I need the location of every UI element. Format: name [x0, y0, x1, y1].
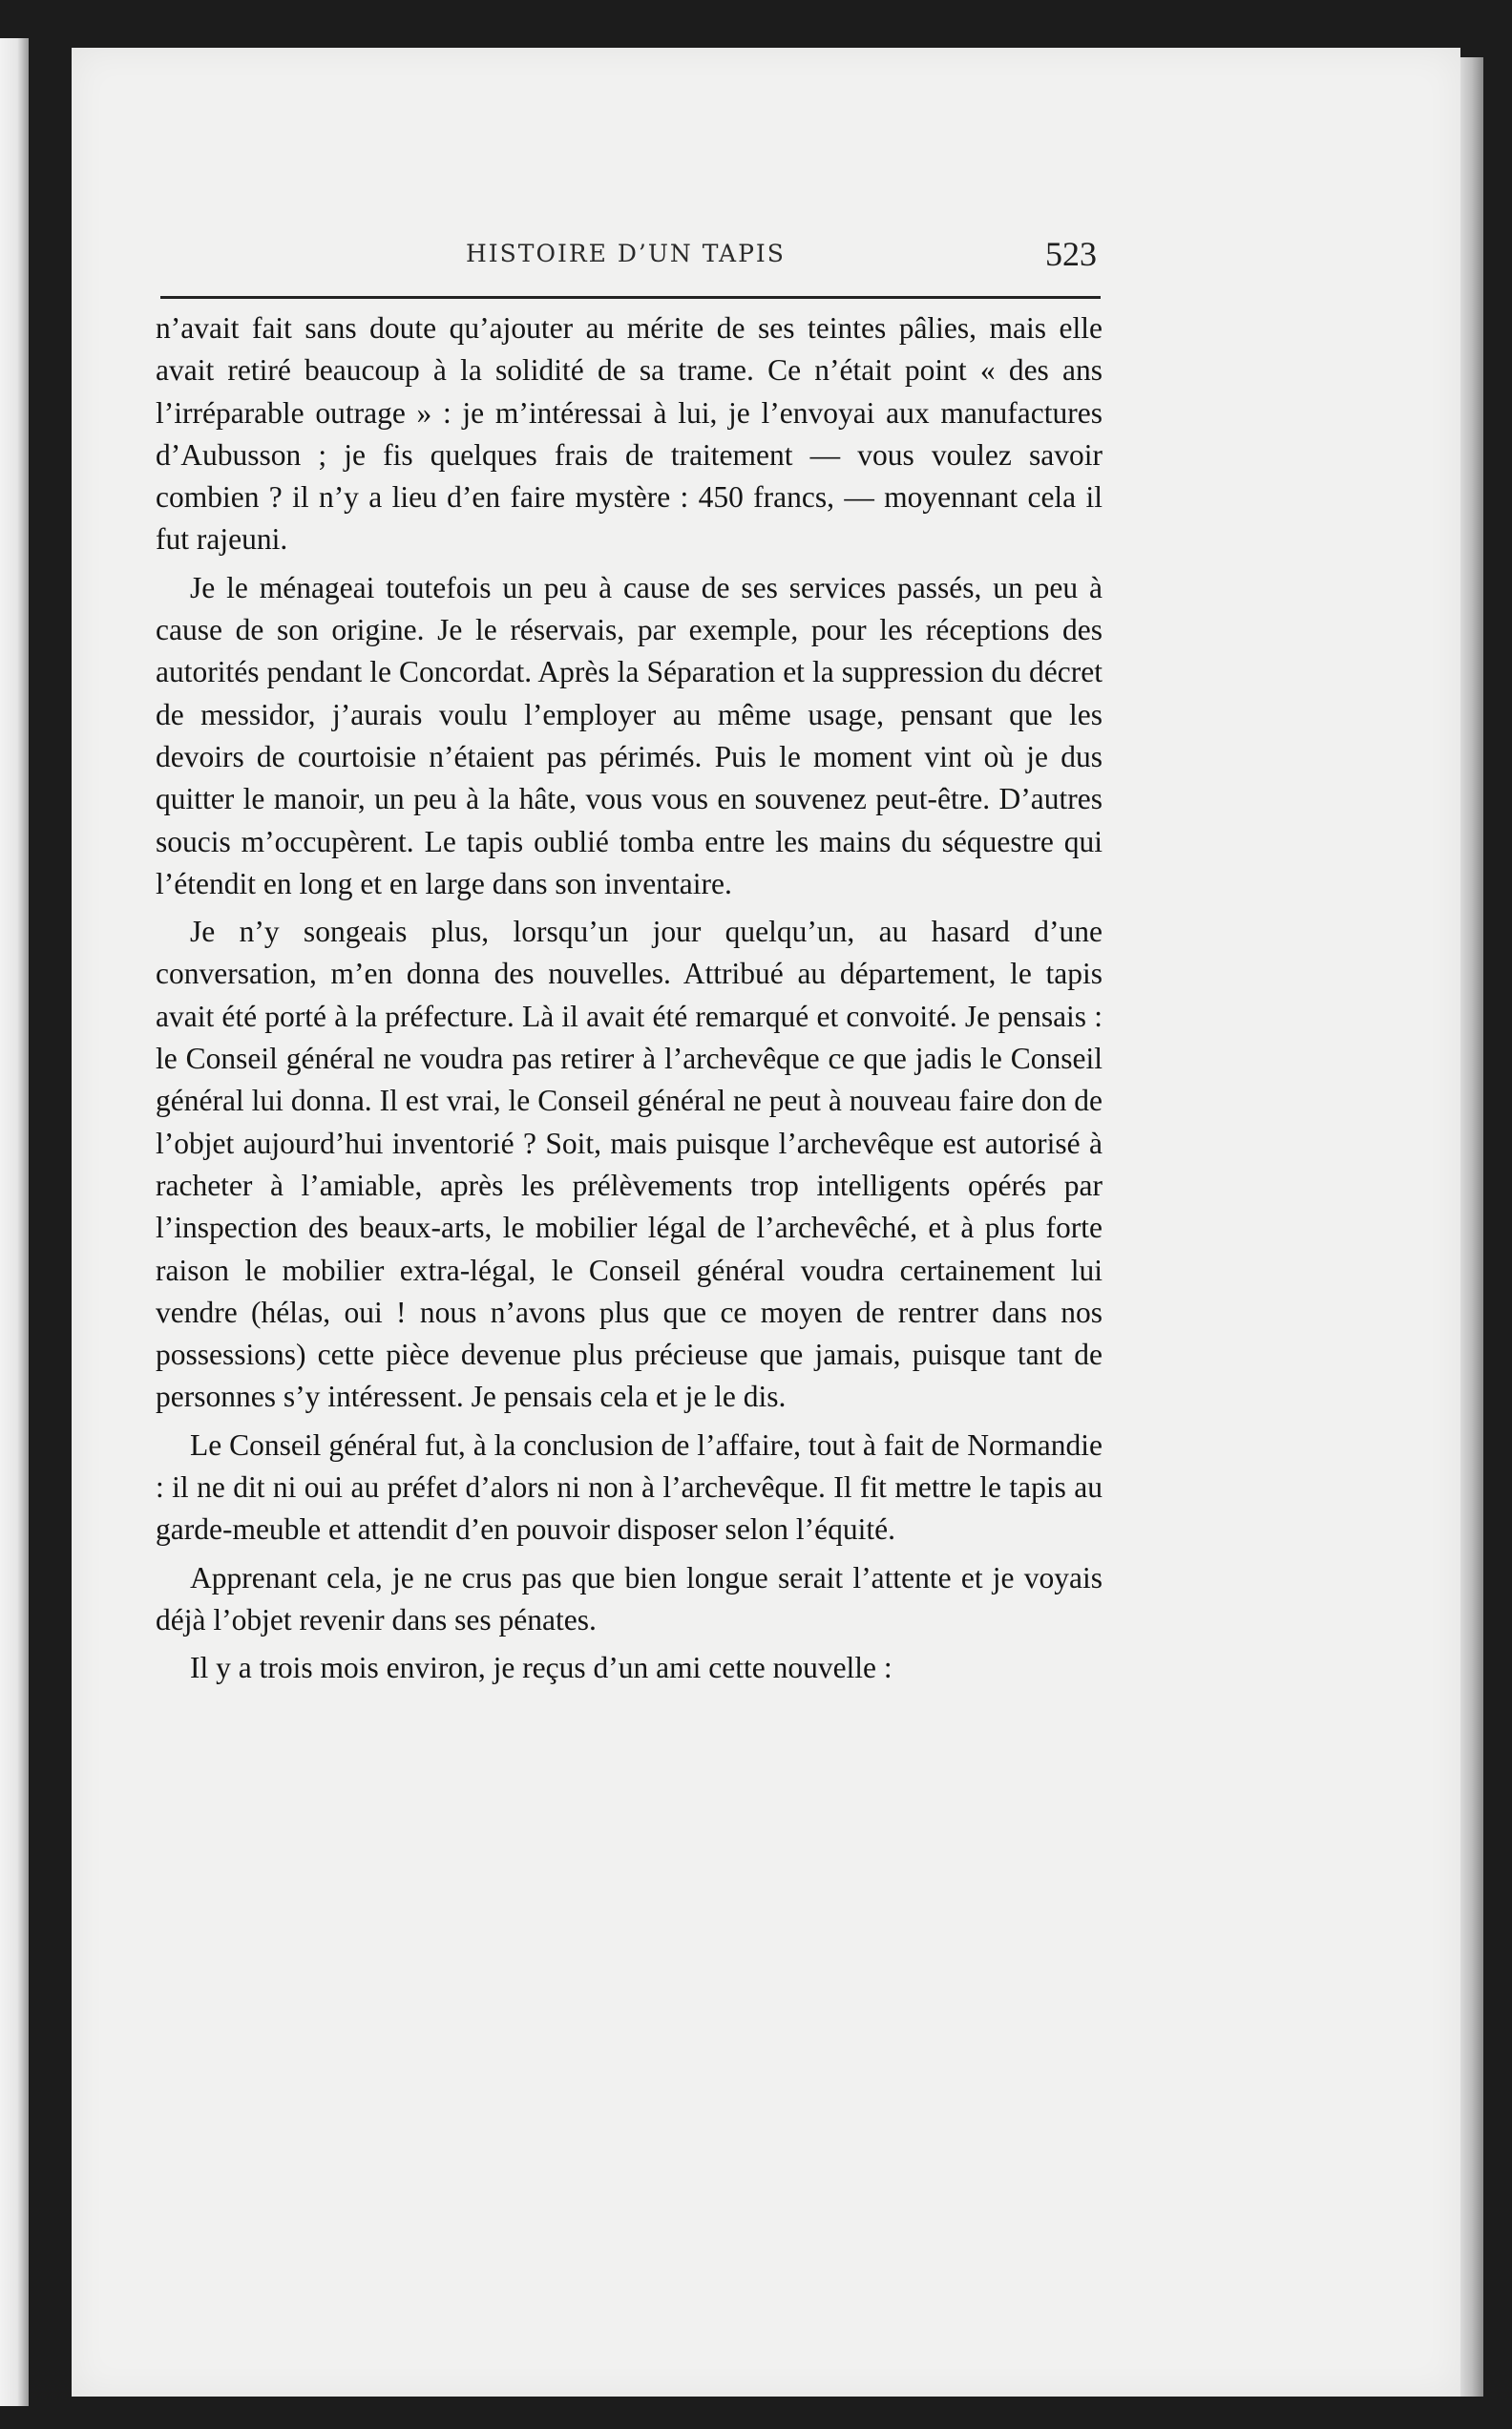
paragraph: Apprenant cela, je ne crus pas que bien longue serait l’attente et je voyais déjà l’objet revenir dans ses pénates.: [156, 1560, 1102, 1637]
paragraph: Je n’y songeais plus, lorsqu’un jour quelqu’un, au hasard d’une conversation, m’en donna des nouvelles. Attribué au département, le tapis avait été porté à la préfecture. Là il avait été remarqué et convoité. Je pensais : le Conseil général ne voudra pas retirer à l’archevêque ce que jadis le Conseil général lui donna. Il est vrai, le Conseil général ne peut à nouveau faire don de l’objet aujourd’hui inventorié ? Soit, mais puisque l’archevêque est autorisé à racheter à l’amiable, après les prélèvements trop intelligents opérés par l’inspection des beaux-arts, le mobilier légal de l’archevêché, et à plus forte raison le mobilier extra-légal, le Conseil général voudra certainement lui vendre (hélas, oui ! nous n’avons plus que ce moyen de rentrer dans nos possessions) cette pièce devenue plus précieuse que jamais, puisque tant de personnes s’y intéressent. Je pensais cela et je le dis.: [156, 915, 1102, 1414]
paragraph: Je le ménageai toutefois un peu à cause de ses services passés, un peu à cause de son origine. Je le réservais, par exemple, pour les réceptions des autorités pendant le Concordat. Après la Séparation et la suppression du décret de messidor, j’aurais voulu l’employer au même usage, pensant que les devoirs de courtoisie n’étaient pas périmés. Puis le moment vint où je dus quitter le manoir, un peu à la hâte, vous vous en souvenez peut-être. D’autres soucis m’occupèrent. Le tapis oublié tomba entre les mains du séquestre qui l’étendit en long et en large dans son inventaire.: [156, 570, 1102, 900]
facing-page-edge: [0, 38, 29, 2406]
paragraph: Il y a trois mois environ, je reçus d’un ami cette nouvelle :: [190, 1651, 892, 1685]
paragraph: Le Conseil général fut, à la conclusion de l’affaire, tout à fait de Normandie : il ne dit ni oui au préfet d’alors ni non à l’archevêque. Il fit mettre le tapis au garde-meuble et attendit d’en pouvoir disposer selon l’équité.: [156, 1427, 1102, 1547]
running-title: HISTOIRE D’UN TAPIS: [466, 240, 786, 267]
running-header: [160, 235, 1101, 299]
page-stack-edge: [1460, 57, 1483, 2397]
paragraph: n’avait fait sans doute qu’ajouter au mérite de ses teintes pâlies, mais elle avait retiré beaucoup à la solidité de sa trame. Ce n’était point « des ans l’irréparable outrage » : je m’intéressai à lui, je l’envoyai aux manufactures d’Aubusson ; je fis quelques frais de traitement — vous voulez savoir combien ? il n’y a lieu d’en faire mystère : 450 francs, — moyennant cela il fut rajeuni.: [156, 311, 1102, 557]
body-text: [156, 307, 1102, 1690]
page-number: 523: [1045, 235, 1097, 273]
